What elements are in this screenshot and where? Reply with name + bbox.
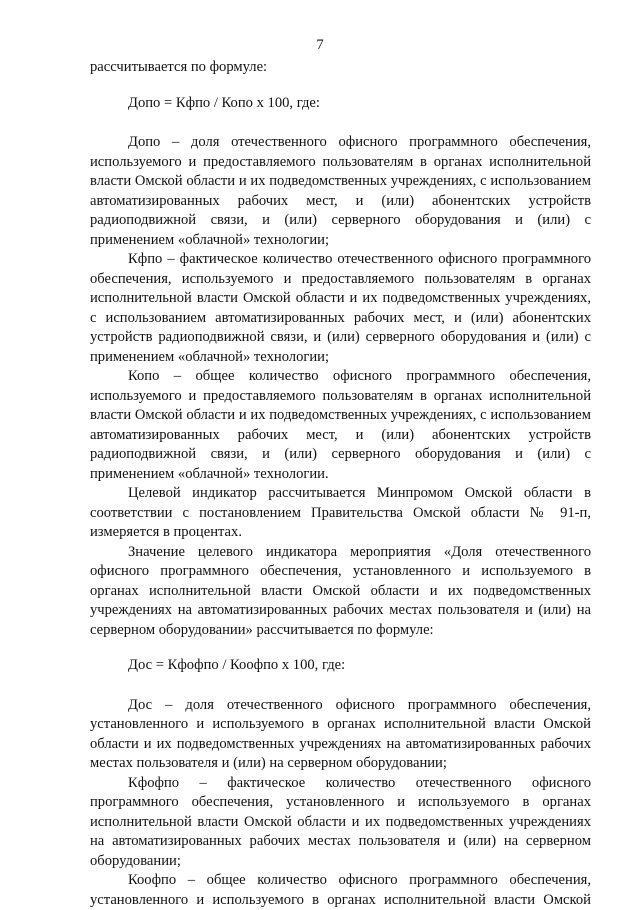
definition-dos: Дос – доля отечественного офисного программного обеспечения, установленного и используемого в органах исполнительной власти Омской области и их подведомственных учреждениях на автоматизированных рабочих местах пользователя и (или) на серверном оборудовании; — [90, 696, 591, 771]
intro-line: рассчитывается по формуле: — [90, 59, 268, 75]
page-body — [90, 58, 591, 910]
formula-dos: Дос = Кфофпо / Коофпо х 100, где: — [128, 657, 346, 673]
page-number: 7 — [316, 37, 324, 53]
definition-kopo: Копо – общее количество офисного программного обеспечения, используемого и предоставляемого пользователям в органах исполнительной власти Омской области и их подведомственных учреждениях, с использованием автоматизированных рабочих мест, и (или) абонентских устройств радиоподвижной связи, и (или) серверного оборудования и (или) с применением «облачной» технологии. — [90, 368, 591, 482]
definition-kfpo: Кфпо – фактическое количество отечественного офисного программного обеспечения, используемого и предоставляемого пользователям в органах исполнительной власти Омской области и их подведомственных учреждениях, с использованием автоматизированных рабочих мест, и (или) абонентских устройств радиоподвижной связи, и (или) серверного оборудования и (или) с применением «облачной» технологии; — [90, 251, 591, 365]
definition-koofpo: Коофпо – общее количество офисного программного обеспечения, установленного и используемого в органах исполнительной власти Омской — [90, 872, 591, 908]
formula-dopo: Допо = Кфпо / Копо х 100, где: — [128, 94, 320, 111]
indicator-description: Значение целевого индикатора мероприятия «Доля отечественного офисного программного обеспечения, установленного и используемого в органах исполнительной власти Омской области и их подведомственных учреждениях на автоматизированных рабочих местах пользователя и (или) на серверном оборудовании» рассчитывается по формуле: — [90, 543, 591, 638]
definition-kfofpo: Кфофпо – фактическое количество отечественного офисного программного обеспечения, установленного и используемого в органах исполнительной власти Омской области и их подведомственных учреждениях на автоматизированных рабочих местах пользователя и (или) на серверном оборудовании; — [90, 774, 591, 869]
indicator-note: Целевой индикатор рассчитывается Минпромом Омской области в соответствии с постановлением Правительства Омской области № 91-п, измеряется в процентах. — [90, 485, 591, 540]
definition-dopo: Допо – доля отечественного офисного программного обеспечения, используемого и предоставляемого пользователям в органах исполнительной власти Омской области и их подведомственных учреждениях, с использованием автоматизированных рабочих мест, и (или) абонентских устройств радиоподвижной связи, и (или) серверного оборудования и (или) с применением «облачной» технологии; — [90, 134, 591, 248]
